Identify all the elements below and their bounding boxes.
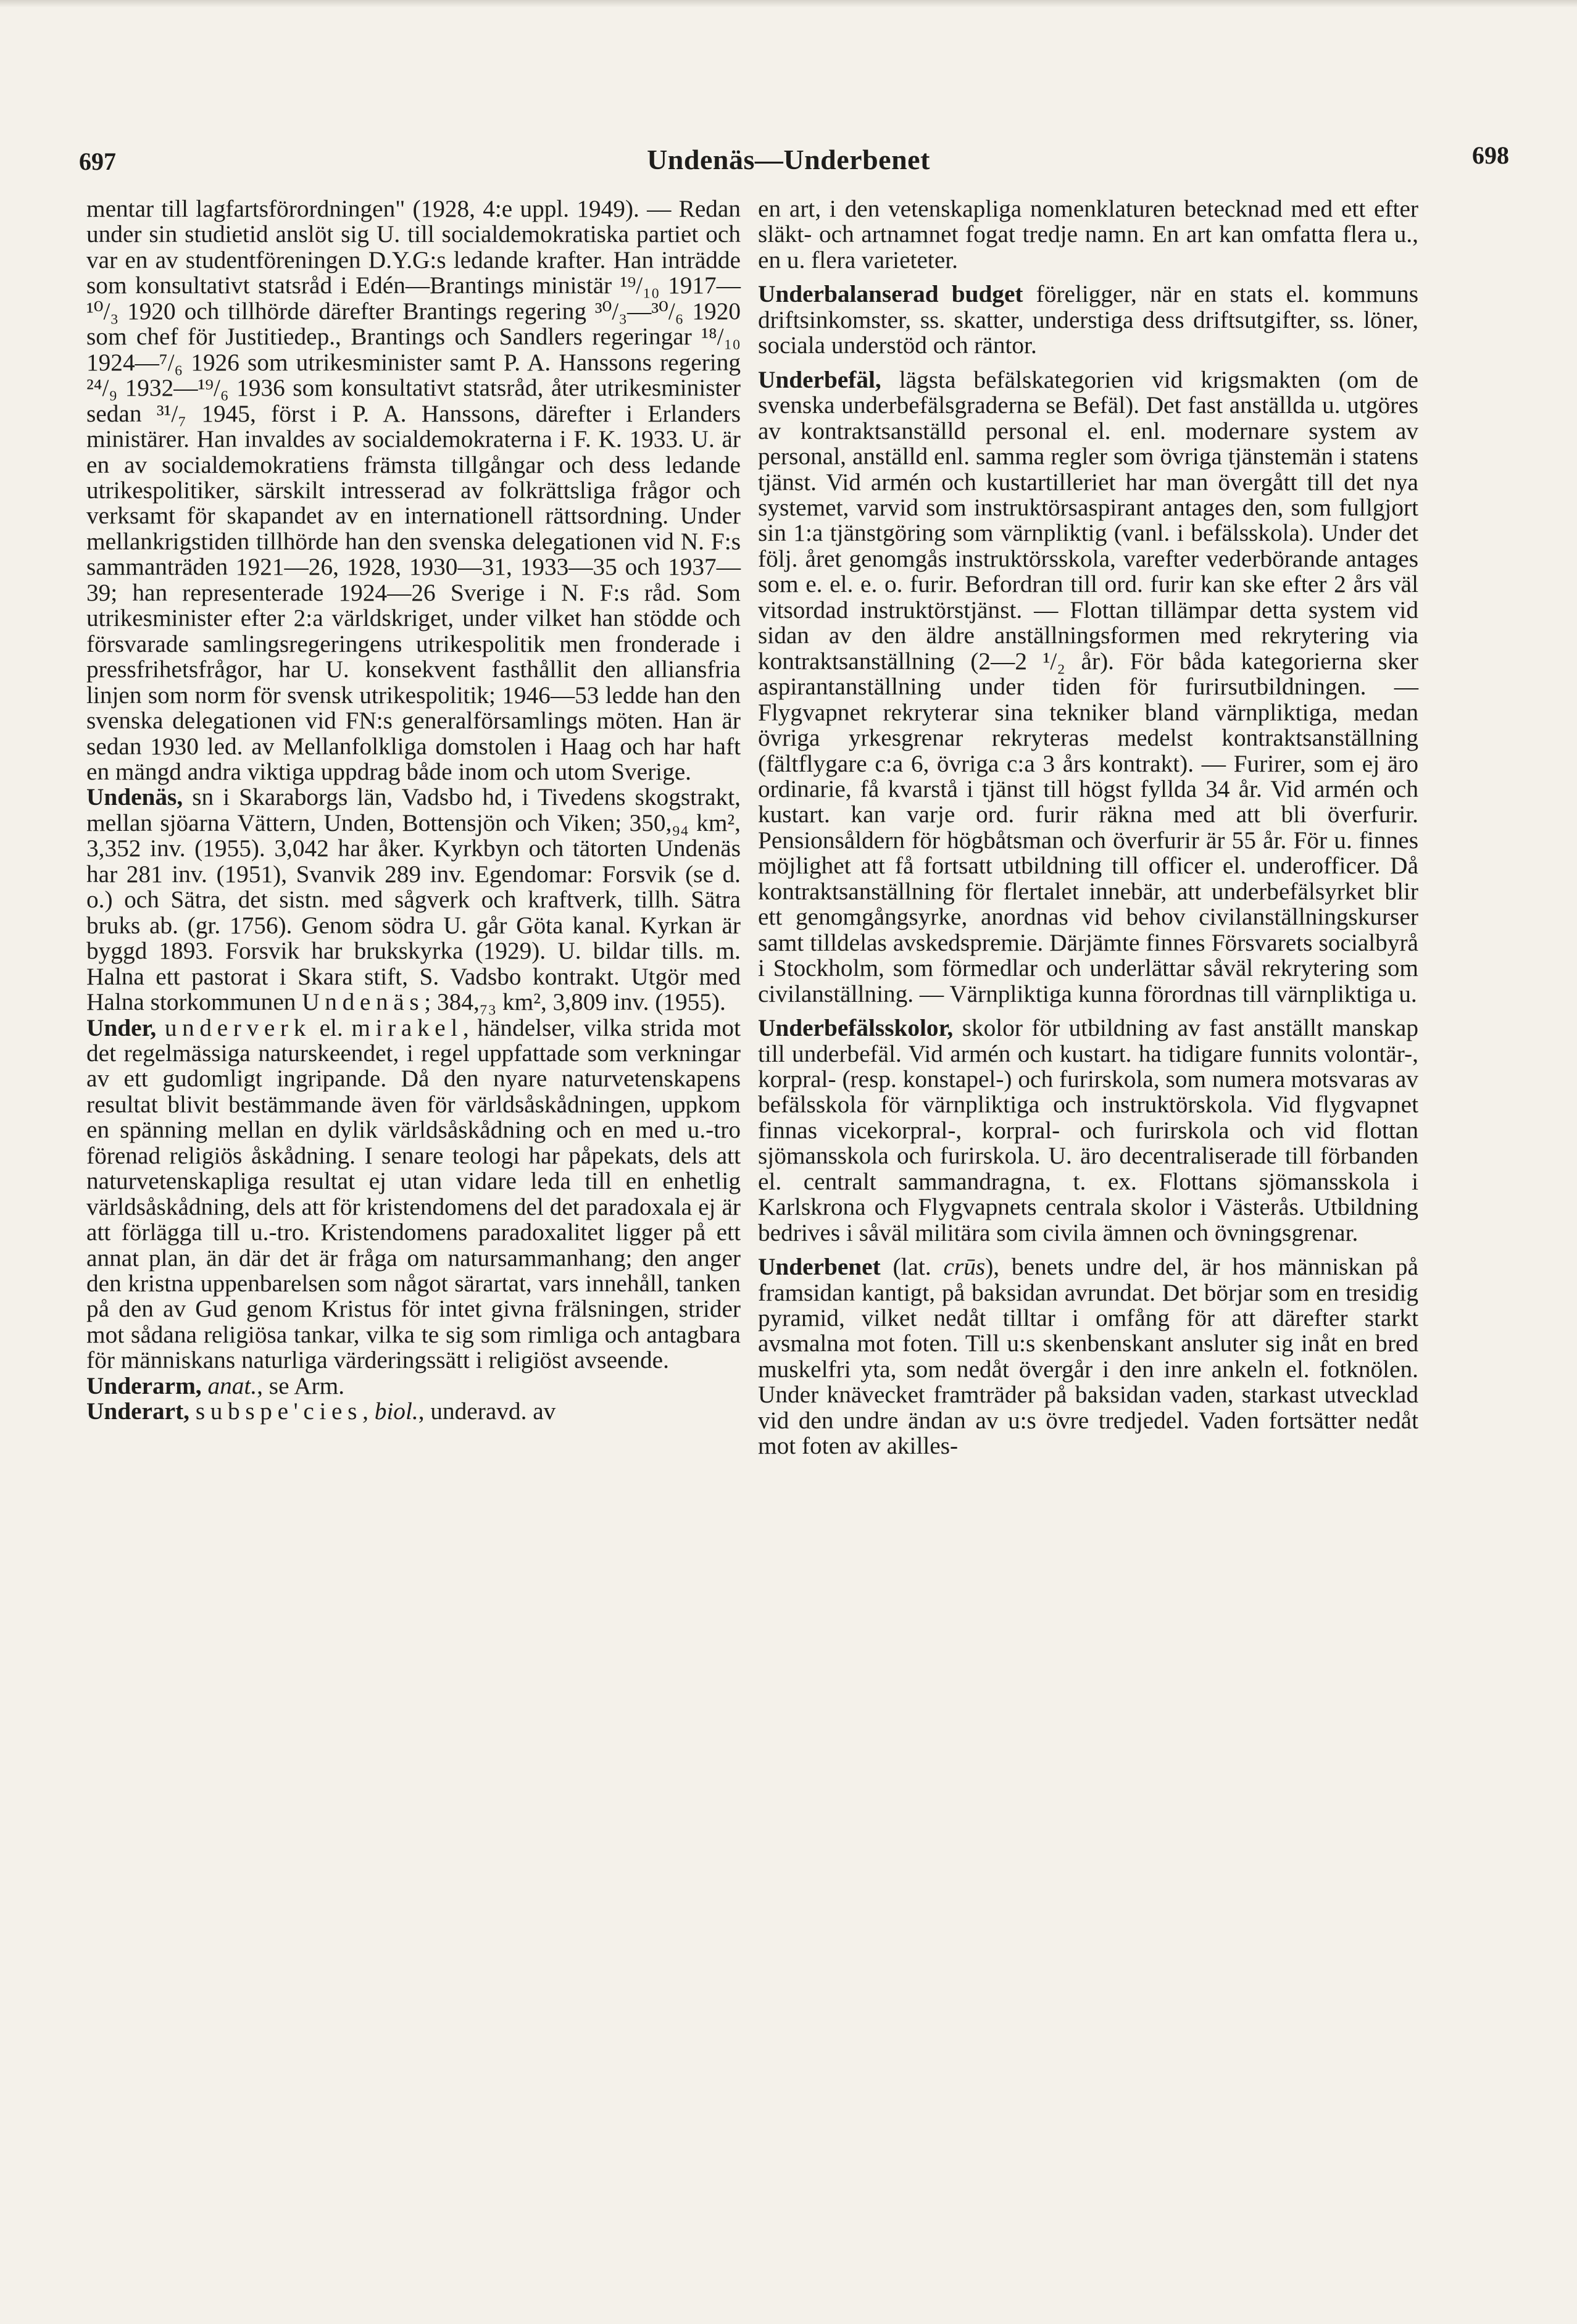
entry-underart-latin: subspe'cies (195, 1397, 363, 1425)
entry-under-mid: el. (310, 1014, 352, 1041)
page-header (0, 141, 1577, 190)
entry-underarm-text: , se Arm. (257, 1372, 345, 1399)
headword-underart: Underart, (86, 1397, 189, 1425)
entry-undenas (86, 785, 741, 1015)
entry-under (86, 1015, 741, 1373)
entry-under-spaced-1: underverk (164, 1014, 311, 1041)
entry-underbenet-pre: (lat. (880, 1253, 944, 1281)
headword-under: Under, (86, 1014, 157, 1041)
entry-undenas-tail: ; 384,₇₃ km², 3,809 inv. (1955). (424, 988, 726, 1016)
page-edge (0, 0, 1577, 7)
entry-underart-field: biol. (374, 1397, 418, 1425)
entry-undenas-text: sn i Skaraborgs län, Vadsbo hd, i Tivedens skogstrakt, mellan sjöarna Vättern, Unden, Bottensjön och Viken; 350,₉₄ km², 3,352 inv. (1955). 3,042 har åker. Kyrkbyn och tätorten Undenäs har 281 inv. (1951), Svanvik 289 inv. Egendomar: Forsvik (se d. o.) och Sätra, det sistn. med sågverk och kraftverk, tillh. Sätra bruks ab. (gr. 1756). Genom södra U. går Göta kanal. Kyrkan är byggd 1893. Forsvik har brukskyrka (1929). U. bildar tills. m. Halna ett pastorat i Skara stift, S. Vadsbo kontrakt. Utgör med Halna storkommunen (86, 783, 741, 1016)
entry-underbefal-text: lägsta befälskategorien vid krigsmakten (om de svenska underbefälsgraderna se Befäl). Det fast anställda u. utgöres av kontraktsanställd personal el. enl. modernare system av personal, anställd enl. samma regler som övriga tjänstemän i statens tjänst. Vid armén och kustartilleriet har man övergått till det nya systemet, varvid som instruktörsaspirant antages den, som fullgjort sin 1:a tjänstgöring som värnpliktig (vanl. i befälsskola). Under det följ. året genomgås instruktörsskola, varefter vederbörande antages som e. el. e. o. furir. Befordran till ord. furir kan ske efter 2 års väl vitsordad instruktörstjänst. — Flottan tillämpar detta system vid sidan av den äldre anställningsformen med rekrytering via kontraktsanställning (2—2 ¹/₂ år). För båda kategorierna sker aspirantanställning under tiden för furirsutbildningen. — Flygvapnet rekryterar sina tekniker bland värnpliktiga, medan övriga yrkesgrenar rekryteras medelst kontraktsanställning (fältflygare c:a 6, övriga c:a 3 års kontrakt). — Furirer, som ej äro ordinarie, få kvarstå i tjänst till högst fyllda 34 år. Vid armén och kustart. kan varje ord. furir räkna med att bli överfurir. Pensionsåldern för högbåtsman och överfurir är 55 år. För u. finnes möjlighet att få fortsatt utbildning till officer el. underofficer. Då kontraktsanställning för flertalet innebär, att underbefälsyrket blir ett genomgångsyrke, anordnas vid behov civilanställningskurser samt tilldelas avskedspremie. Därjämte finnes Försvarets socialbyrå i Stockholm, som förmedlar och underlättar såväl rekrytering som civilanställning. — Värnpliktiga kunna förordnas till värnpliktiga u. (758, 365, 1418, 1007)
entry-under-text: , händelser, vilka strida mot det regelmässiga naturskeendet, i regel uppfattade som verkningar av ett gudomligt ingripande. Då den nyare naturvetenskapens resultat blivit bestämmande även för världsåskådningen, uppkom en spänning mellan en dylik världsåskådning och en med u.-tro förenad religiös åskådning. I senare teologi har påpekats, dels att naturvetenskapliga resultat ej utan vidare leda till en enhetlig världsåskådning, dels att för kristendomens del det paradoxala ej är att förlägga till u.-tro. Kristendomens paradoxalitet ligger på ett annat plan, än där det är fråga om natursammanhang; den anger den kristna uppenbarelsen som något särartat, vars innehåll, tanken på den av Gud genom Kristus för intet givna frälsningen, strider mot sådana religiösa tankar, vilka te sig som rimliga och antagbara för människans naturliga värderingssätt i religiöst avseende. (86, 1014, 741, 1374)
column-left (86, 196, 741, 1425)
entry-underbefalsskolor (758, 1015, 1418, 1246)
headword-underbalanserad-budget: Underbalanserad budget (758, 280, 1023, 308)
entry-underbalanserad-budget (758, 281, 1418, 358)
running-title: Undenäs—Underbenet (647, 144, 930, 175)
entry-budget-text: föreligger, när en stats el. kommuns driftsinkomster, ss. skatter, understiga dess driftsutgifter, ss. löner, sociala understöd och räntor. (758, 280, 1419, 359)
headword-underbefalsskolor: Underbefälsskolor, (758, 1014, 954, 1042)
entry-underbenet-latin: crūs (943, 1253, 986, 1281)
page-number-right: 698 (1472, 141, 1509, 169)
entry-underart (86, 1399, 741, 1424)
entry-underarm-field: anat. (207, 1372, 257, 1399)
page-number-left: 697 (79, 148, 116, 175)
entry-underart-text: , underavd. av (418, 1397, 556, 1425)
entry-continuation: mentar till lagfartsförordningen" (1928, 4:e uppl. 1949). — Redan under sin studietid anslöt sig U. till socialdemokratiska partiet och var en av studentföreningen D.Y.G:s ledande krafter. Han inträdde som konsultativt statsråd i Edén—Brantings ministär ¹⁹/₁₀ 1917—¹⁰/₃ 1920 och tillhörde därefter Brantings regering ³⁰/₃—³⁰/₆ 1920 som chef för Justitiedep., Brantings och Sandlers regeringar ¹⁸/₁₀ 1924—⁷/₆ 1926 som utrikesminister samt P. A. Hanssons regering ²⁴/₉ 1932—¹⁹/₆ 1936 som konsultativt statsråd, åter utrikesminister sedan ³¹/₇ 1945, först i P. A. Hanssons, därefter i Erlanders ministärer. Han invaldes av socialdemokraterna i F. K. 1933. U. är en av socialdemokratiens främsta tillgångar och dess ledande utrikespolitiker, särskilt intresserad av folkrättsliga frågor och verksamt för skapandet av en internationell rättsordning. Under mellankrigstiden tillhörde han den svenska delegationen vid N. F:s sammanträden 1921—26, 1928, 1930—31, 1933—35 och 1937—39; han representerade 1924—26 Sverige i N. F:s råd. Som utrikesminister efter 2:a världskriget, under vilket han stödde och försvarade samlingsregeringens utrikespolitik men fronderade i pressfrihetsfrågor, har U. konsekvent fasthållit den alliansfria linjen som norm för svensk utrikespolitik; 1946—53 ledde han den svenska delegationen vid FN:s generalförsamlings möten. Han är sedan 1930 led. av Mellanfolkliga domstolen i Haag och har haft en mängd andra viktiga uppdrag både inom och utom Sverige. (86, 195, 741, 785)
column-right (758, 196, 1418, 1459)
headword-underarm: Underarm, (86, 1372, 202, 1399)
entry-underbenet (758, 1254, 1418, 1459)
entry-underart-continuation: en art, i den vetenskapliga nomenklaturen betecknad med ett efter släkt- och artnamnet fogat tredje namn. En art kan omfatta flera u., en u. flera varieteter. (758, 195, 1418, 273)
headword-underbefal: Underbefäl, (758, 365, 881, 393)
entry-under-spaced-2: mirakel (351, 1014, 463, 1041)
entry-underbefal (758, 367, 1418, 1007)
entry-undenas-spaced: Undenäs (302, 988, 425, 1016)
headword-undenas: Undenäs, (86, 783, 183, 811)
entry-underart-sep: , (362, 1397, 375, 1425)
headword-underbenet: Underbenet (758, 1253, 881, 1281)
entry-underbenet-text: ), benets undre del, är hos människan på framsidan kantigt, på baksidan avrundat. Det börjar som en tresidig pyramid, vilket nedåt tilltar i omfång för att därefter starkt avsmalna mot foten. Till u:s skenbenskant ansluter sig inåt en bred muskelfri yta, som nedåt övergår i den inre ankeln el. fotknölen. Under knävecket framträder på baksidan vaden, starkast utvecklad vid den undre ändan av u:s övre tredjedel. Vaden fortsätter nedåt mot foten av akilles- (758, 1253, 1419, 1460)
entry-underarm (86, 1373, 741, 1399)
entry-underbefalsskolor-text: skolor för utbildning av fast anställt manskap till underbefäl. Vid armén och kustart. ha tidigare funnits volontär-, korpral- (resp. konstapel-) och furirskola, som numera motsvaras av befälsskola för värnpliktiga och instruktörskola. Vid flygvapnet finnas vicekorpral-, korpral- och furirskola och vid flottan sjömansskola och furirskola. U. äro decentraliserade till förbanden el. centralt sammandragna, t. ex. Flottans sjömansskola i Karlskrona och Flygvapnets centrala skolor i Västerås. Utbildning bedrives i såväl militära som civila ämnen och övningsgrenar. (758, 1014, 1418, 1246)
